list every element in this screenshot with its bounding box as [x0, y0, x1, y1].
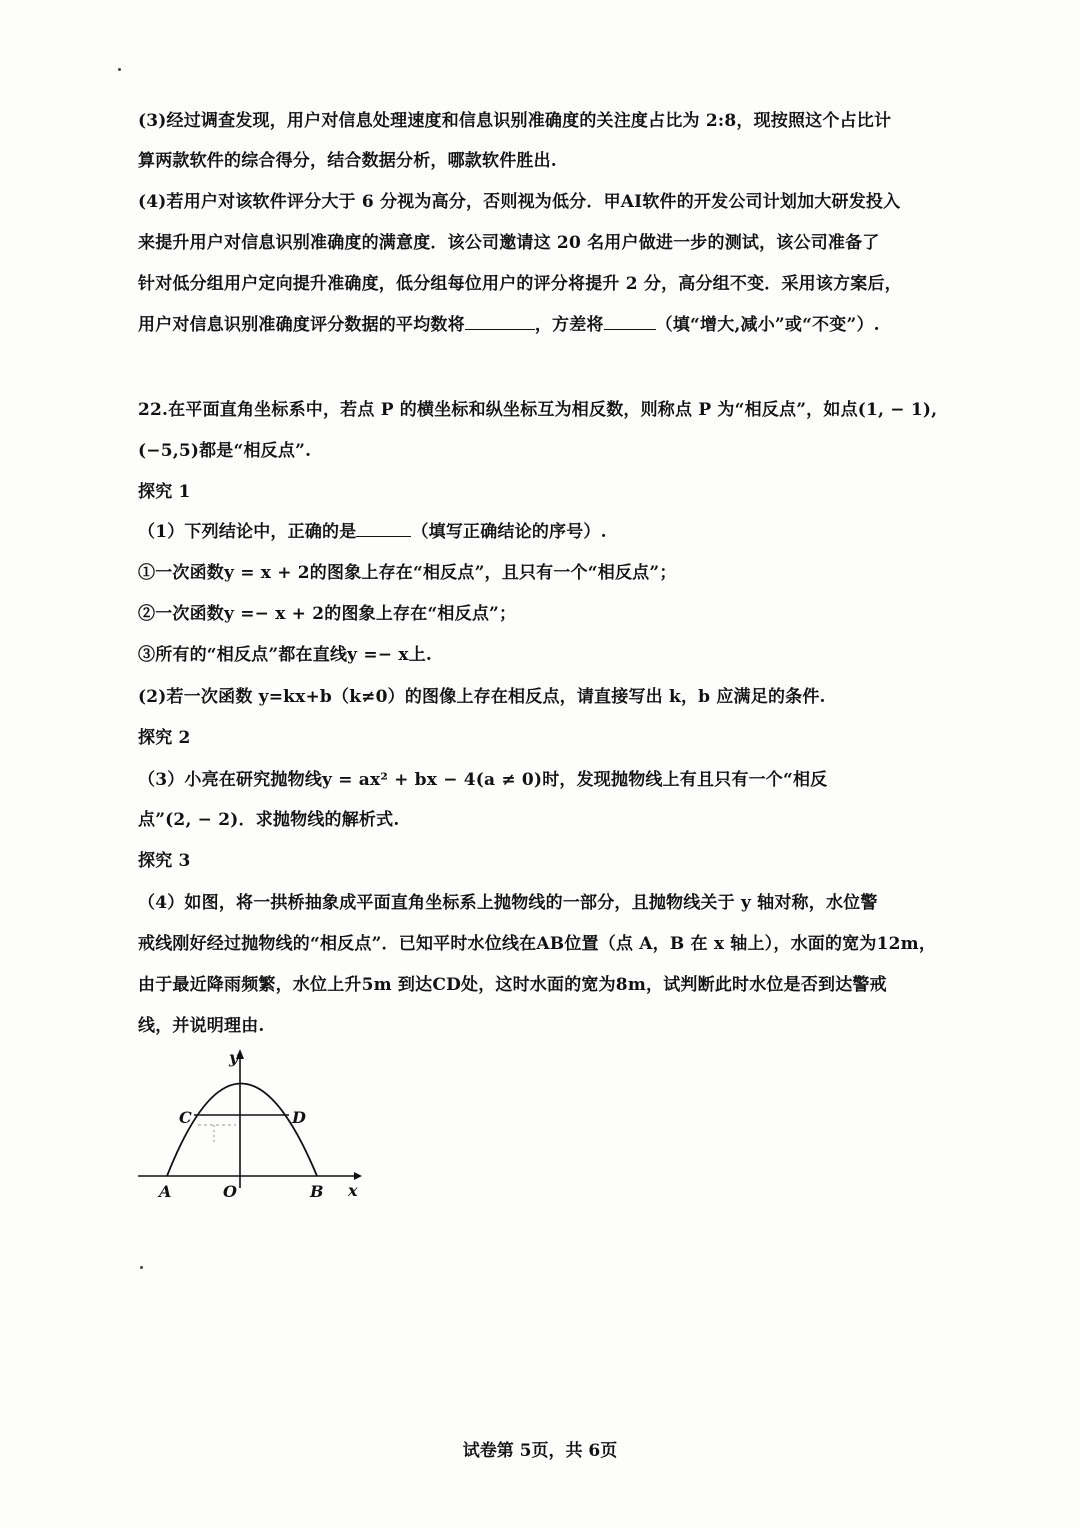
q22-part4-line2: 戒线刚好经过抛物线的“相反点”．已知平时水位线在AB位置（点 A，B 在 x 轴上），水面的宽为12m， [138, 934, 937, 954]
statement-2: ②一次函数y =− x + 2的图象上存在“相反点”； [138, 604, 517, 624]
page-number-footer: 试卷第 5页，共 6页 [462, 1441, 618, 1461]
label-x: x [348, 1181, 358, 1200]
statement-3: ③所有的“相反点”都在直线y =− x上. [138, 645, 433, 665]
q21-part4-text-b: ，方差将 [534, 315, 604, 335]
q22-part4-line3: 由于最近降雨频繁，水位上升5m 到达CD处，这时水面的宽为8m，试判断此时水位是否到达警戒 [138, 975, 887, 995]
scan-speck [140, 1266, 143, 1269]
q21-part4-line2: 来提升用户对信息识别准确度的满意度．该公司邀请这 20 名用户做进一步的测试，该公司准备了 [138, 233, 880, 253]
q22-part3-line1: （3）小亮在研究抛物线y = ax² + bx − 4(a ≠ 0)时，发现抛物线上有且只有一个“相反 [138, 770, 828, 790]
explore2-title: 探究 2 [138, 728, 191, 748]
q21-part4-text-c: （填“增大,减小”或“不变”）. [655, 315, 880, 335]
scan-speck [118, 68, 121, 71]
explore3-title: 探究 3 [138, 851, 191, 871]
label-y: y [229, 1048, 239, 1067]
q21-part3-line2: 算两款软件的综合得分，结合数据分析，哪款软件胜出. [138, 151, 557, 171]
q22-part2: (2)若一次函数 y=kx+b（k≠0）的图像上存在相反点，请直接写出 k，b 应满足的条件. [138, 687, 826, 707]
q22-part4-line1: （4）如图，将一拱桥抽象成平面直角坐标系上抛物线的一部分，且抛物线关于 y 轴对称，水位警 [138, 893, 878, 913]
part1-answer-blank[interactable] [356, 522, 411, 537]
q22-part1-text-b: （填写正确结论的序号）. [411, 522, 607, 542]
label-b: B [310, 1182, 324, 1201]
q22-part3-line2: 点”(2, − 2)．求抛物线的解析式. [138, 810, 400, 830]
label-c: C [179, 1108, 192, 1127]
q22-part1-line [138, 517, 607, 542]
parabola-bridge-figure [132, 1043, 372, 1208]
q21-part4-line1: (4)若用户对该软件评分大于 6 分视为高分，否则视为低分．甲AI软件的开发公司计划加大研发投入 [138, 192, 901, 212]
label-o: O [223, 1182, 237, 1201]
q22-part4-line4: 线，并说明理由. [138, 1016, 265, 1036]
q22-intro-line2: (−5,5)都是“相反点”. [138, 441, 312, 461]
explore1-title: 探究 1 [138, 482, 191, 502]
mean-answer-blank[interactable] [465, 315, 535, 330]
statement-1: ①一次函数y = x + 2的图象上存在“相反点”，且只有一个“相反点”； [138, 563, 677, 583]
q21-part4-line3: 针对低分组用户定向提升准确度，低分组每位用户的评分将提升 2 分，高分组不变．采用该方案后， [138, 274, 902, 294]
q22-part1-text-a: （1）下列结论中，正确的是 [138, 522, 357, 542]
q21-part4-text-a: 用户对信息识别准确度评分数据的平均数将 [138, 315, 465, 335]
parabola-curve [167, 1084, 317, 1177]
q21-part3-line1: (3)经过调查发现，用户对信息处理速度和信息识别准确度的关注度占比为 2:8，现按照这个占比计 [138, 111, 892, 131]
q21-part4-line4 [138, 310, 880, 335]
label-d: D [292, 1108, 306, 1127]
label-a: A [159, 1182, 172, 1201]
q22-intro-line1: 22.在平面直角坐标系中，若点 P 的横坐标和纵坐标互为相反数，则称点 P 为“相反点”，如点(1, − 1), [138, 400, 938, 420]
variance-answer-blank[interactable] [604, 315, 656, 330]
x-axis-arrow-icon [354, 1172, 362, 1180]
